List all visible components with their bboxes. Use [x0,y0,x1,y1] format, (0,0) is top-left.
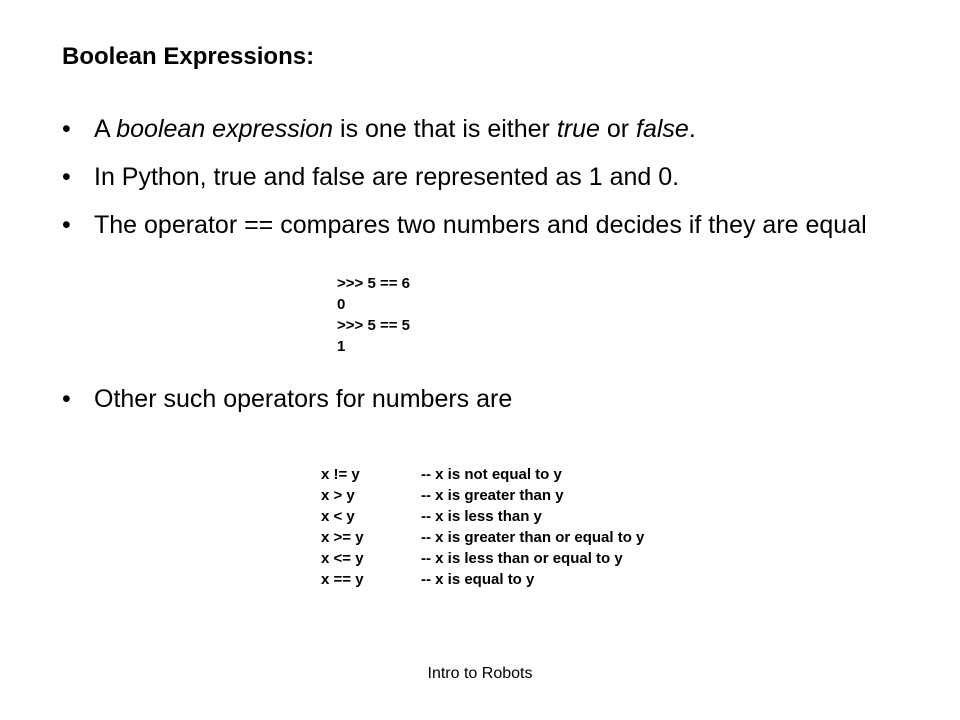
operator-row [321,527,644,548]
operator-row [321,569,644,590]
bullet-boolean-definition [62,112,882,146]
operator-description: -- x is greater than y [421,487,564,504]
bullet-segment-italic: false [636,115,689,143]
bullet-segment: is one that is either [333,115,557,143]
bullet-python-representation [62,160,882,194]
operator-expression: x != y [321,466,360,483]
bullet-text [94,112,882,146]
operator-description: -- x is not equal to y [421,466,562,483]
operator-expression: x <= y [321,550,364,567]
bullet-text: In Python, true and false are represented as 1 and 0. [94,163,680,191]
bullet-segment: A [94,115,117,143]
operator-row [321,548,644,569]
operator-expression: x < y [321,508,355,525]
operator-description: -- x is less than y [421,508,542,525]
code-line: 0 [337,296,346,313]
operator-expression: x >= y [321,529,364,546]
operator-row [321,485,644,506]
code-example [337,273,410,357]
bullet-equality-operator [62,208,882,242]
bullet-marker: • [62,163,71,191]
code-line: 1 [337,338,346,355]
bullet-text: The operator == compares two numbers and decides if they are equal [94,211,867,239]
bullet-marker: • [62,211,71,239]
operator-row [321,506,644,527]
operator-description: -- x is greater than or equal to y [421,529,645,546]
bullet-marker: • [62,115,71,143]
operator-expression: x == y [321,571,364,588]
code-line: >>> 5 == 6 [337,275,410,292]
operator-description: -- x is equal to y [421,571,535,588]
operator-row [321,464,644,485]
operator-expression: x > y [321,487,355,504]
bullet-segment: or [599,115,637,143]
bullet-segment: . [688,115,696,143]
bullet-text: Other such operators for numbers are [94,385,513,413]
bullet-other-operators [62,382,882,416]
code-line: >>> 5 == 5 [337,317,410,334]
slide-title: Boolean Expressions: [62,43,315,70]
bullet-segment-italic: boolean expression [116,115,334,143]
bullet-marker: • [62,385,71,413]
operator-list [321,464,644,590]
slide-footer: Intro to Robots [427,665,533,682]
operator-description: -- x is less than or equal to y [421,550,623,567]
bullet-segment-italic: true [556,115,600,143]
